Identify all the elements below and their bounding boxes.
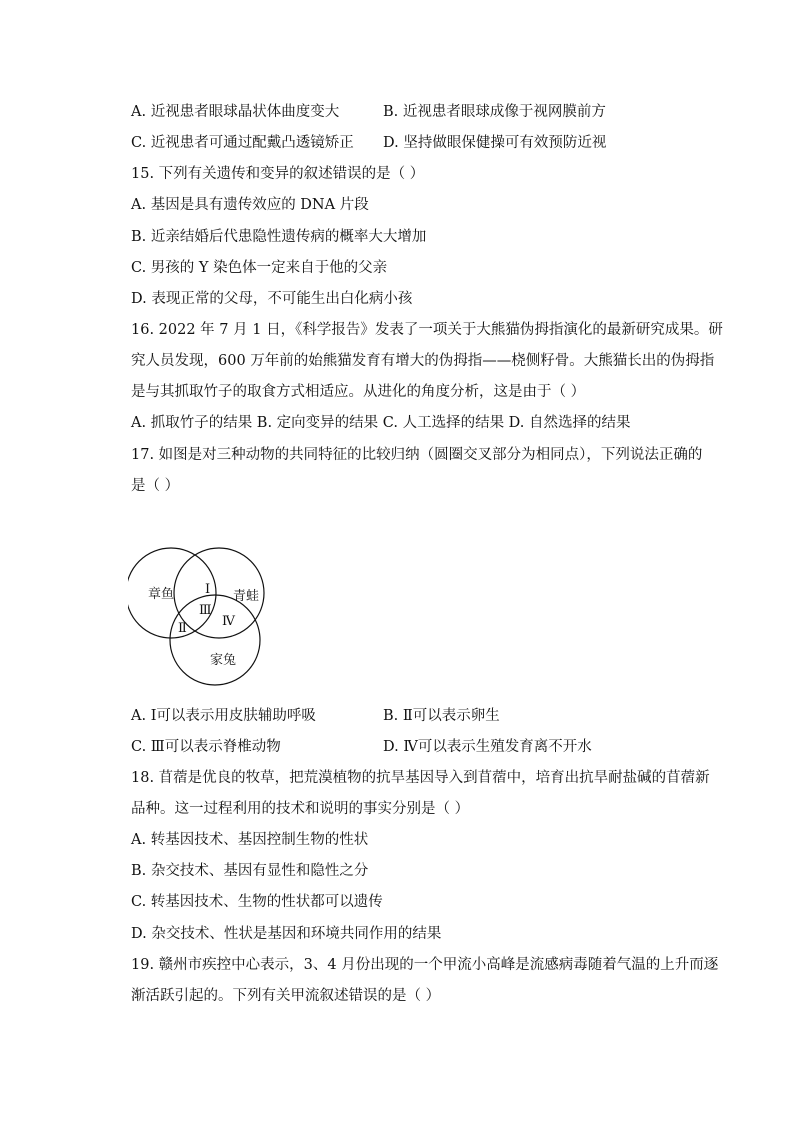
region-iv-label: Ⅳ — [222, 614, 235, 629]
rabbit-circle — [170, 595, 260, 685]
q17-stem-line-2: 是（ ） — [131, 478, 180, 494]
region-i-label: Ⅰ — [205, 582, 211, 597]
squid-label: 章鱼 — [148, 587, 175, 602]
q15-option-a: A. 基因是具有遗传效应的 DNA 片段 — [131, 197, 369, 213]
q17-option-b: B. Ⅱ可以表示卵生 — [383, 708, 500, 724]
q16-stem-line-2: 究人员发现，600 万年前的始熊猫发育有增大的伪拇指——桡侧籽骨。大熊猫长出的伪拇指 — [131, 353, 715, 369]
q18-option-b: B. 杂交技术、基因有显性和隐性之分 — [131, 863, 369, 879]
region-iii-label: Ⅲ — [199, 603, 212, 618]
q15-stem: 15. 下列有关遗传和变异的叙述错误的是（ ） — [131, 166, 425, 182]
q18-option-d: D. 杂交技术、性状是基因和环境共同作用的结果 — [131, 926, 442, 942]
q19-stem-line-1: 19. 赣州市疾控中心表示，3、4 月份出现的一个甲流小高峰是流感病毒随着气温的上升而逐 — [131, 957, 719, 973]
rabbit-label: 家兔 — [210, 653, 237, 668]
q15-option-c: C. 男孩的 Y 染色体一定来自于他的父亲 — [131, 260, 388, 276]
q18-option-c: C. 转基因技术、生物的性状都可以遗传 — [131, 894, 383, 910]
q16-stem-line-3: 是与其抓取竹子的取食方式相适应。从进化的角度分析，这是由于（ ） — [131, 384, 586, 400]
frog-label: 青蛙 — [233, 589, 260, 604]
q14-option-a: A. 近视患者眼球晶状体曲度变大 — [131, 104, 340, 120]
region-ii-label: Ⅱ — [178, 621, 187, 636]
q14-option-c: C. 近视患者可通过配戴凸透镜矫正 — [131, 135, 354, 151]
q15-option-d: D. 表现正常的父母，不可能生出白化病小孩 — [131, 291, 413, 307]
q16-options: A. 抓取竹子的结果 B. 定向变异的结果 C. 人工选择的结果 D. 自然选择的结果 — [131, 415, 631, 431]
q14-option-d: D. 坚持做眼保健操可有效预防近视 — [383, 135, 607, 151]
venn-diagram — [128, 544, 268, 688]
q18-stem-line-2: 品种。这一过程利用的技术和说明的事实分别是（ ） — [131, 801, 470, 817]
q16-stem-line-1: 16. 2022 年 7 月 1 日，《科学报告》发表了一项关于大熊猫伪拇指演化的最新研究成果。研 — [131, 322, 723, 338]
q18-option-a: A. 转基因技术、基因控制生物的性状 — [131, 832, 369, 848]
q15-option-b: B. 近亲结婚后代患隐性遗传病的概率大大增加 — [131, 229, 427, 245]
q17-option-a: A. Ⅰ可以表示用皮肤辅助呼吸 — [131, 708, 316, 724]
q17-option-c: C. Ⅲ可以表示脊椎动物 — [131, 739, 281, 755]
q19-stem-line-2: 渐活跃引起的。下列有关甲流叙述错误的是（ ） — [131, 988, 441, 1004]
q18-stem-line-1: 18. 苜蓿是优良的牧草，把荒漠植物的抗旱基因导入到苜蓿中，培育出抗旱耐盐碱的苜蓿新 — [131, 770, 710, 786]
q17-option-d: D. Ⅳ可以表示生殖发育离不开水 — [383, 739, 592, 755]
q14-option-b: B. 近视患者眼球成像于视网膜前方 — [383, 104, 606, 120]
q17-stem-line-1: 17. 如图是对三种动物的共同特征的比较归纳（圆圈交叉部分为相同点），下列说法正确的 — [131, 447, 703, 463]
